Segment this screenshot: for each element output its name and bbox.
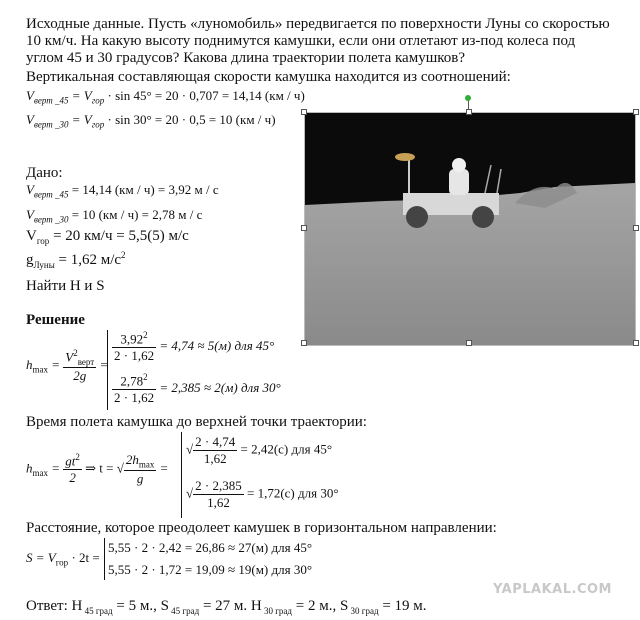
- watermark: YAPLAKAL.COM: [493, 582, 612, 597]
- vertical-component-text: Вертикальная составляющая скорости камушка находится из соотношений:: [26, 69, 511, 85]
- hmax-case-45: $\frac{3,92^2}{2 \cdot 1,62}$ = 4,74 ≈ 5(м) для 45°: [114, 330, 275, 364]
- distance-case-45: 5,55 · 2 · 2,42 = 26,86 ≈ 27(м) для 45°: [108, 540, 313, 555]
- resize-handle-top-right[interactable]: [633, 109, 639, 115]
- hmax-brace: [107, 330, 108, 410]
- resize-handle-bottom-left[interactable]: [301, 340, 307, 346]
- distance-case-30: 5,55 · 2 · 1,72 = 19,09 ≈ 19(м) для 30°: [108, 562, 313, 577]
- lunar-rover-illustration: [305, 113, 635, 345]
- time-text: Время полета камушка до верхней точки траектории:: [26, 414, 367, 430]
- time-brace: [181, 432, 182, 518]
- lunar-rover-photo[interactable]: [304, 112, 636, 346]
- solution-heading: Решение: [26, 312, 85, 328]
- distance-text: Расстояние, которое преодолеет камушек в горизонтальном направлении:: [26, 520, 497, 536]
- distance-brace: [104, 538, 105, 580]
- resize-handle-top-left[interactable]: [301, 109, 307, 115]
- resize-handle-top[interactable]: [466, 109, 472, 115]
- given-heading: Дано:: [26, 165, 63, 181]
- given-v45: $V_{верт \_45} = 14,14$ (км / ч) = 3,92 м / с: [26, 182, 219, 200]
- resize-handle-left[interactable]: [301, 225, 307, 231]
- distance-formula: $S = V_{гор} \cdot 2t$ =: [26, 550, 100, 568]
- resize-handle-bottom-right[interactable]: [633, 340, 639, 346]
- eq-v30: $V_{верт \_30} = V_{гор} \cdot \sin 30^\circ = 20 \cdot 0,5 = 10$ (км / ч): [26, 112, 276, 130]
- hmax-case-30: $\frac{2,78^2}{2 \cdot 1,62}$ = 2,385 ≈ 2(м) для 30°: [114, 372, 281, 406]
- time-formula: $h_{max}$ = $\frac{gt^2}{2}$ ⇒ t = √ $\frac{2h_{max}}{g}$ =: [26, 452, 169, 486]
- time-case-45: √ $\frac{2 \cdot 4,74}{1,62}$ = 2,42(с) для 45°: [186, 434, 333, 466]
- hmax-formula: $h_{max}$ = $\frac{V^2_{верт}}{2g}$ =: [26, 348, 109, 383]
- resize-handle-right[interactable]: [633, 225, 639, 231]
- rotate-handle-stem: [468, 100, 469, 110]
- eq-v45: $V_{верт \_45} = V_{гор} \cdot \sin 45^\circ = 20 \cdot 0,707 = 14,14$ (км / ч): [26, 88, 305, 106]
- given-gmoon: $g_{Луны} = 1,62$ $м/с^2$: [26, 250, 126, 270]
- rotate-handle[interactable]: [465, 95, 471, 101]
- given-v30: $V_{верт \_30} = 10$ (км / ч) = 2,78 м / с: [26, 207, 203, 225]
- find-text: Найти H и S: [26, 278, 105, 294]
- given-vgor: $V_{гор} = 20$ км/ч = 5,5(5) м/с: [26, 228, 189, 246]
- resize-handle-bottom[interactable]: [466, 340, 472, 346]
- intro-paragraph: Исходные данные. Пусть «луномобиль» передвигается по поверхности Луны со скоростью 10 км/ч. На какую высоту поднимутся камушки, если они отлетают из-под колеса под углом 45 и 30 градусов? Какова длина траектории полета камушков?: [26, 16, 610, 66]
- time-case-30: √ $\frac{2 \cdot 2,385}{1,62}$ = 1,72(с) для 30°: [186, 478, 339, 510]
- answer: Ответ: H $_{45 град}$ = 5 м., S $_{45 град}$ = 27 м. H $_{30 град}$ = 2 м., S $_{30 град}$ = 19 м.: [26, 598, 427, 616]
